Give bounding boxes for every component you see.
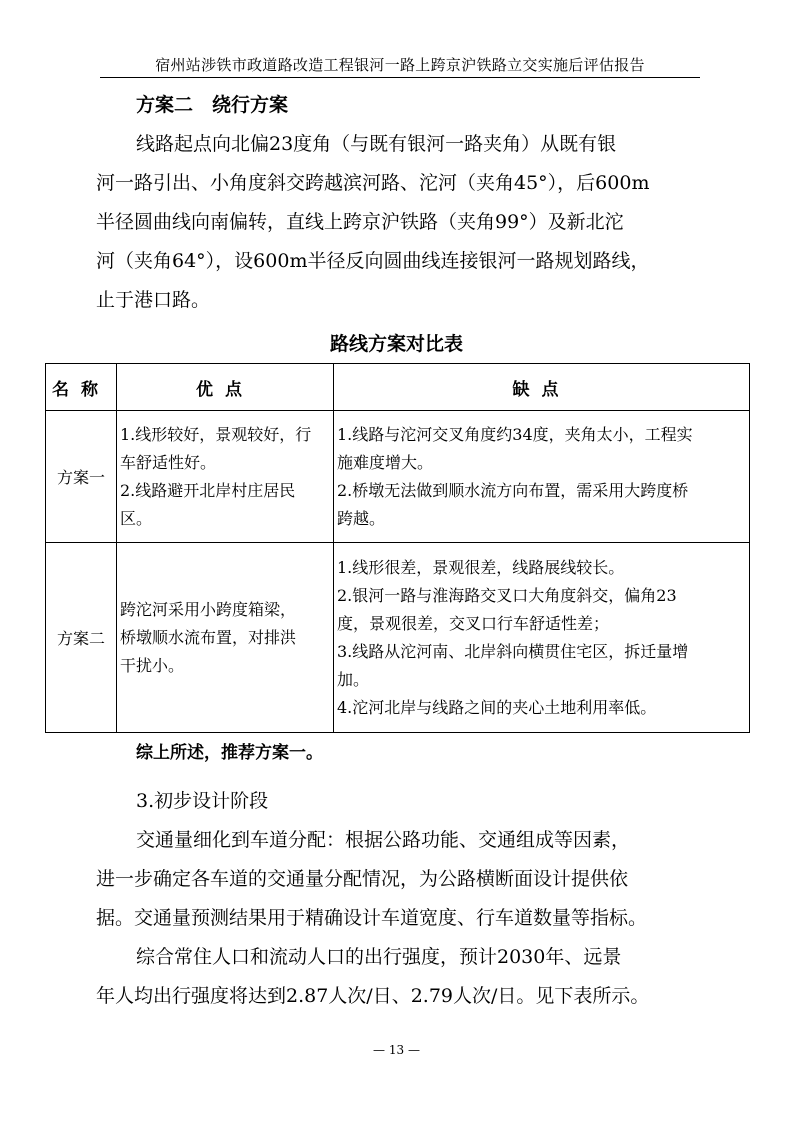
row-name: 方案一 — [46, 411, 117, 543]
table-row — [46, 543, 750, 733]
cell-line: 2.银河一路与淮海路交叉口大角度斜交，偏角23 — [337, 585, 677, 605]
row-pros — [117, 543, 334, 733]
route-comparison-table — [45, 363, 750, 733]
cell-line: 2.线路避开北岸村庄居民 — [120, 480, 296, 500]
cell-line: 2.桥墩无法做到顺水流方向布置，需采用大跨度桥 — [337, 480, 689, 500]
cell-line: 区。 — [120, 508, 153, 528]
stage-heading-block — [96, 782, 706, 821]
header-rule — [100, 77, 700, 78]
cell-line: 4.沱河北岸与线路之间的夹心土地利用率低。 — [337, 697, 657, 717]
cell-line: 3.线路从沱河南、北岸斜向横贯住宅区，拆迁量增 — [337, 641, 689, 661]
header-name: 名称 — [46, 364, 117, 411]
cell-line: 跨越。 — [337, 508, 386, 528]
row-cons — [334, 543, 750, 733]
cell-line: 1.线形很差，景观很差，线路展线较长。 — [337, 557, 625, 577]
conclusion: 综上所述，推荐方案一。 — [136, 743, 323, 763]
cell-line: 施难度增大。 — [337, 452, 434, 472]
intro-line: 河（夹角64°），设600m半径反向圆曲线连接银河一路规划路线， — [96, 250, 650, 272]
intro-line: 河一路引出、小角度斜交跨越滨河路、沱河（夹角45°），后600m — [96, 172, 650, 194]
intro-line: 线路起点向北偏23度角（与既有银河一路夹角）从既有银 — [136, 133, 617, 155]
cell-line: 跨沱河采用小跨度箱梁， — [120, 599, 297, 619]
table-row — [46, 411, 750, 543]
body-line: 交通量细化到车道分配：根据公路功能、交通组成等因素， — [136, 829, 631, 851]
intro-line: 半径圆曲线向南偏转，直线上跨京沪铁路（夹角99°）及新北沱 — [96, 211, 624, 233]
body-line: 综合常住人口和流动人口的出行强度，预计2030年、远景 — [136, 946, 622, 968]
cell-line: 1.线路与沱河交叉角度约34度，夹角太小，工程实 — [337, 424, 693, 444]
row-name: 方案二 — [46, 543, 117, 733]
table-caption: 路线方案对比表 — [329, 333, 463, 355]
running-header: 宿州站涉铁市政道路改造工程银河一路上跨京沪铁路立交实施后评估报告 — [155, 56, 645, 74]
table-header-row — [46, 364, 750, 411]
stage-heading: 3.初步设计阶段 — [136, 790, 269, 812]
cell-line: 桥墩顺水流布置，对排洪 — [120, 627, 297, 647]
trip-intensity-paragraph — [96, 938, 706, 1016]
section-heading: 方案二 绕行方案 — [136, 94, 289, 116]
header-pros: 优点 — [117, 364, 334, 411]
body-line: 据。交通量预测结果用于精确设计车道宽度、行车道数量等指标。 — [96, 907, 648, 929]
row-cons — [334, 411, 750, 543]
cell-line: 车舒适性好。 — [120, 452, 217, 472]
body-line: 进一步确定各车道的交通量分配情况，为公路横断面设计提供依 — [96, 868, 629, 890]
intro-paragraph — [96, 125, 706, 320]
cell-line: 加。 — [337, 669, 370, 689]
cell-line: 度，景观很差，交叉口行车舒适性差； — [337, 613, 610, 633]
cell-line: 1.线形较好，景观较好，行 — [120, 424, 312, 444]
body-line: 年人均出行强度将达到2.87人次/日、2.79人次/日。见下表所示。 — [96, 985, 650, 1007]
intro-line: 止于港口路。 — [96, 289, 211, 311]
row-pros — [117, 411, 334, 543]
cell-line: 干扰小。 — [120, 655, 185, 675]
lane-allocation-paragraph — [96, 821, 706, 938]
header-cons: 缺点 — [334, 364, 750, 411]
page-number: — 13 — — [373, 1043, 420, 1057]
